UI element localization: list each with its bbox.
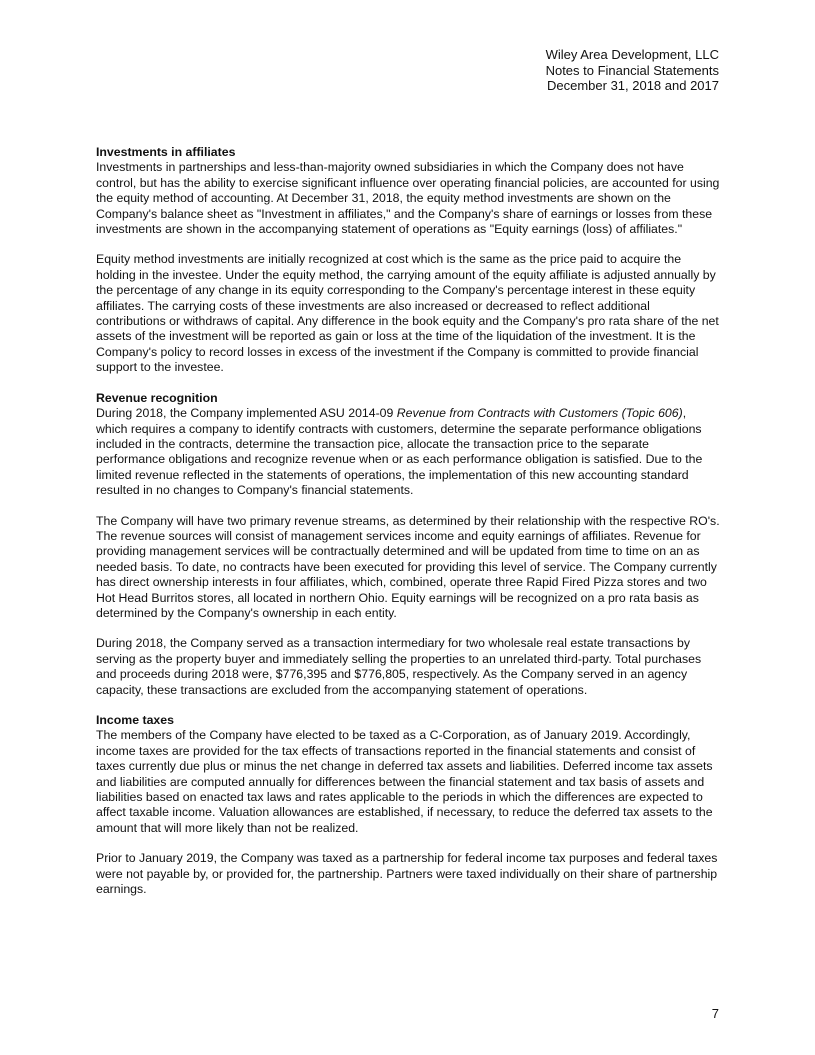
paragraph: During 2018, the Company served as a transaction intermediary for two wholesale real estate transactions by serving as the property buyer and immediately selling the properties to an unrelated third-party. Total purchases and proceeds during 2018 were, $776,395 and $776,805, respectively. As the Company served in an agency capacity, these transactions are excluded from the accompanying statement of operations. xyxy=(96,636,702,697)
section-title: Revenue recognition xyxy=(96,390,218,405)
paragraph: The members of the Company have elected to be taxed as a C-Corporation, as of January 2019. Accordingly, income taxes are provided for the tax effects of transactions reported in the financial statements and consist of taxes currently due plus or minus the net change in deferred tax assets and liabilities. Deferred income tax assets and liabilities are computed annually for differences between the financial statement and tax basis of assets and liabilities based on enacted tax laws and rates applicable to the periods in which the differences are expected to affect taxable income. Valuation allowances are established, if necessary, to reduce the deferred tax assets to the amount that will more likely than not be realized. xyxy=(96,728,713,835)
section-income-taxes xyxy=(96,713,720,897)
section-title: Income taxes xyxy=(96,713,174,727)
paragraph-text: , which requires a company to identify contracts with customers, determine the separate performance obligations included in the contracts, determine the transaction pice, allocate the transaction price to the separate performance obligations and recognize revenue when or as each performance obligation is satisfied. Due to the limited revenue reflected in the statements of operations, the implementation of this new accounting standard resulted in no changes to Company's financial statements. xyxy=(96,406,703,498)
statement-dates: December 31, 2018 and 2017 xyxy=(546,78,719,93)
document-title: Notes to Financial Statements xyxy=(545,62,719,78)
paragraph: Investments in partnerships and less-than-majority owned subsidiaries in which the Company does not have control, but has the ability to exercise significant influence over operating financial policies, are accounted for using the equity method of accounting. At December 31, 2018, the equity method investments are shown on the Company's balance sheet as "Investment in affiliates," and the Company's share of earnings or losses from these investments are shown in the accompanying statement of operations as "Equity earnings (loss) of affiliates." xyxy=(96,160,720,237)
standard-title: Revenue from Contracts with Customers (Topic 606) xyxy=(396,406,683,421)
paragraph-text: During 2018, the Company implemented ASU 2014-09 xyxy=(96,406,397,421)
paragraph xyxy=(96,406,720,498)
page-header xyxy=(546,47,719,94)
company-name: Wiley Area Development, LLC xyxy=(545,47,719,62)
paragraph: Equity method investments are initially recognized at cost which is the same as the price paid to acquire the holding in the investee. Under the equity method, the carrying amount of the equity affiliate is adjusted annually by the percentage of any change in its equity corresponding to the Company's percentage interest in these equity affiliates. The carrying costs of these investments are also increased or decreased to reflect additional contributions or withdraws of capital. Any difference in the book equity and the Company's pro rata share of the net assets of the investment will be reported as gain or loss at the time of the liquidation of the investment. It is the Company's policy to record losses in excess of the investment if the Company is committed to provide financial support to the investee. xyxy=(96,252,719,375)
section-title: Investments in affiliates xyxy=(96,145,236,159)
section-investments xyxy=(96,145,720,376)
section-revenue xyxy=(96,391,720,698)
paragraph: Prior to January 2019, the Company was taxed as a partnership for federal income tax purposes and federal taxes were not payable by, or provided for, the partnership. Partners were taxed individually on their share of partnership earnings. xyxy=(96,851,718,897)
paragraph: The Company will have two primary revenue streams, as determined by their relationship with the respective RO's. The revenue sources will consist of management services income and equity earnings of affiliates. Revenue for providing management services will be contractually determined and will be updated from time to time on an as needed basis. To date, no contracts have been executed for providing this level of service. The Company currently has direct ownership interests in four affiliates, which, combined, operate three Rapid Fired Pizza stores and two Hot Head Burritos stores, all located in northern Ohio. Equity earnings will be recognized on a pro rata basis as determined by the Company's ownership in each entity. xyxy=(96,513,720,620)
page-number: 7 xyxy=(711,1006,719,1021)
document-body xyxy=(96,145,720,912)
